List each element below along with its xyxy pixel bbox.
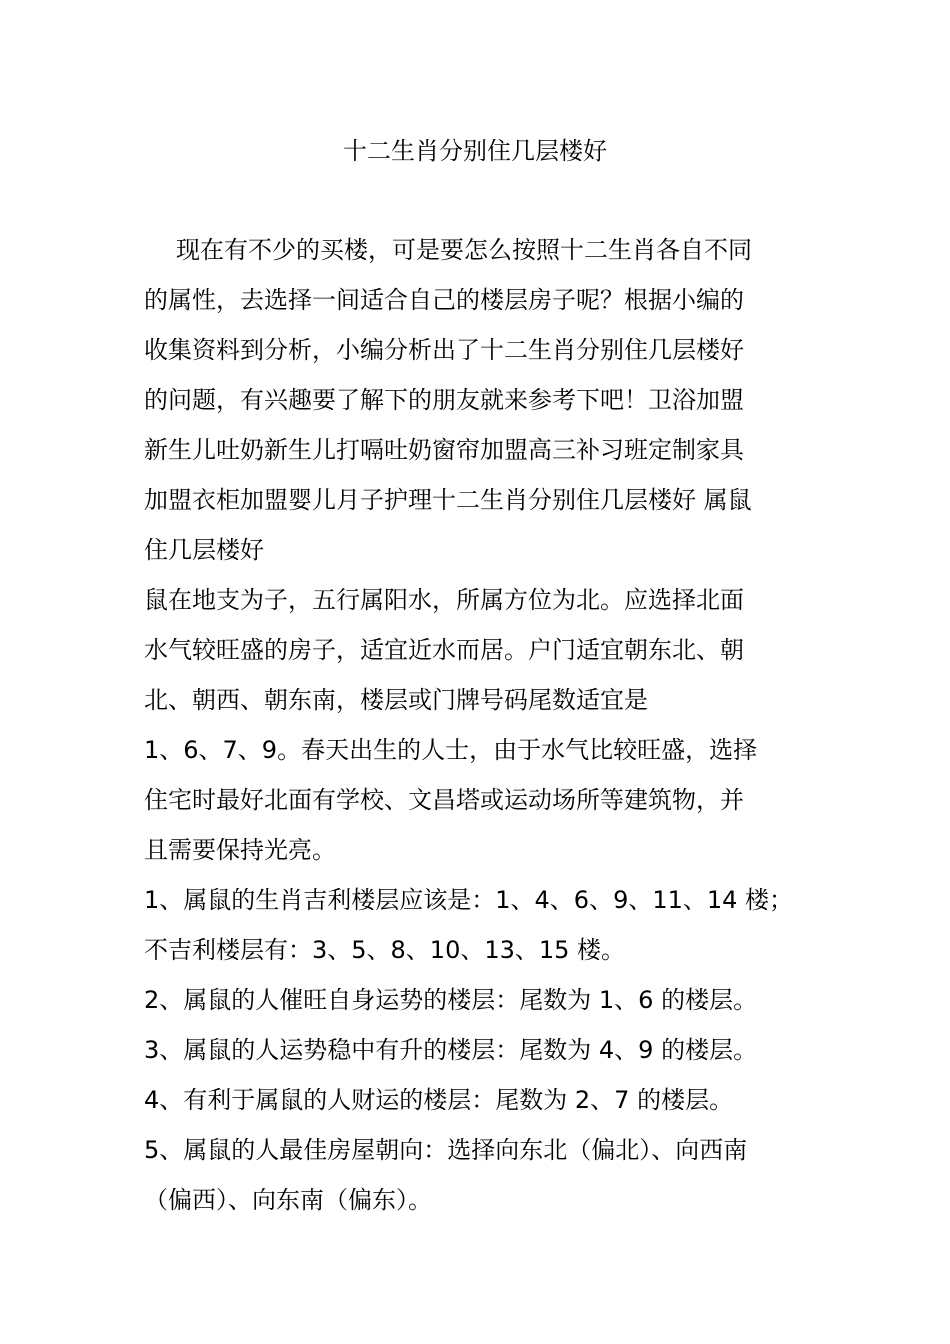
- paragraph-line: 的属性，去选择一间适合自己的楼层房子呢？根据小编的: [144, 286, 744, 314]
- paragraph-line: 的问题，有兴趣要了解下的朋友就来参考下吧！卫浴加盟: [144, 386, 744, 414]
- paragraph-line: 住几层楼好: [144, 536, 264, 564]
- paragraph-line: 加盟衣柜加盟婴儿月子护理十二生肖分别住几层楼好 属鼠: [144, 486, 752, 514]
- paragraph-line: 1、6、7、9。春天出生的人士，由于水气比较旺盛，选择: [144, 736, 758, 764]
- list-item-line: 不吉利楼层有：3、5、8、10、13、15 楼。: [144, 936, 626, 964]
- paragraph-line: 且需要保持光亮。: [144, 836, 336, 864]
- paragraph-line: 现在有不少的买楼，可是要怎么按照十二生肖各自不同: [176, 236, 752, 264]
- paragraph-line: 水气较旺盛的房子，适宜近水而居。户门适宜朝东北、朝: [144, 636, 744, 664]
- paragraph-line: 北、朝西、朝东南，楼层或门牌号码尾数适宜是: [144, 686, 648, 714]
- paragraph-line: 住宅时最好北面有学校、文昌塔或运动场所等建筑物，并: [144, 786, 744, 814]
- paragraph-line: 新生儿吐奶新生儿打嗝吐奶窗帘加盟高三补习班定制家具: [144, 436, 744, 464]
- list-item-line: 1、属鼠的生肖吉利楼层应该是：1、4、6、9、11、14 楼；: [144, 886, 794, 914]
- list-item-line: 2、属鼠的人催旺自身运势的楼层：尾数为 1、6 的楼层。: [144, 986, 758, 1014]
- document-title: 十二生肖分别住几层楼好: [343, 137, 607, 165]
- paragraph-line: 收集资料到分析，小编分析出了十二生肖分别住几层楼好: [144, 336, 744, 364]
- paragraph-line: 鼠在地支为子，五行属阳水，所属方位为北。应选择北面: [144, 586, 744, 614]
- list-item-line: 3、属鼠的人运势稳中有升的楼层：尾数为 4、9 的楼层。: [144, 1036, 758, 1064]
- list-item-line: （偏西）、向东南（偏东）。: [144, 1186, 432, 1214]
- document-body: [144, 230, 844, 1230]
- list-item-line: 5、属鼠的人最佳房屋朝向：选择向东北（偏北）、向西南: [144, 1136, 748, 1164]
- list-item-line: 4、有利于属鼠的人财运的楼层：尾数为 2、7 的楼层。: [144, 1086, 734, 1114]
